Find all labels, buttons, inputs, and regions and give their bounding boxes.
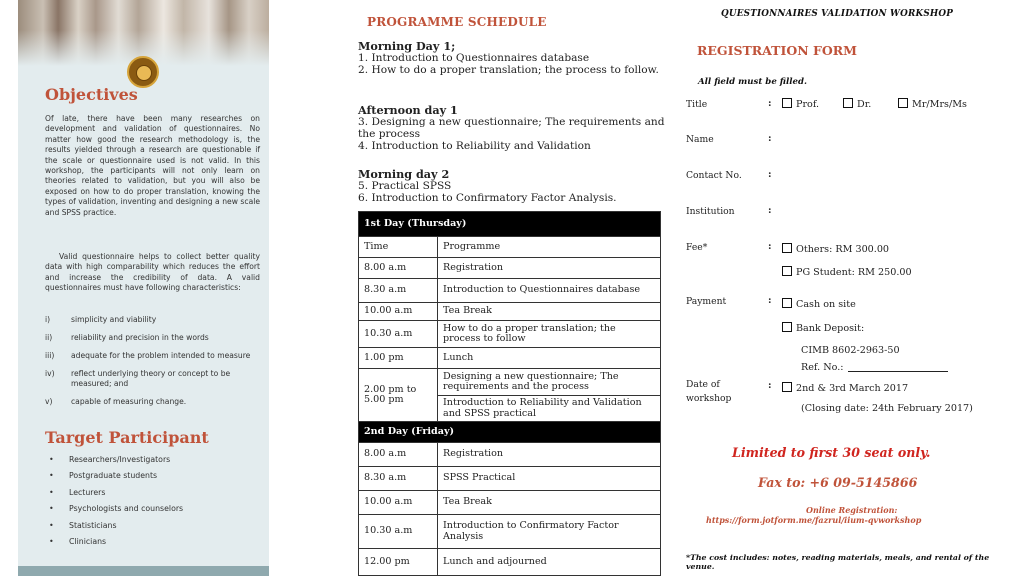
checkbox-icon[interactable] xyxy=(782,266,792,276)
list-text: Psychologists and counselors xyxy=(69,504,184,514)
bullet-icon: • xyxy=(49,520,54,530)
target-participant-heading: Target Participant xyxy=(45,428,209,447)
payment-option-bank[interactable] xyxy=(782,322,864,334)
programme-cell: Tea Break xyxy=(438,303,661,321)
bullet-icon: • xyxy=(49,455,54,464)
schedule-line: 1. Introduction to Questionnaires database xyxy=(358,52,590,64)
fee-option-pg-student[interactable] xyxy=(782,266,912,278)
time-cell: 8.30 a.m xyxy=(359,467,438,491)
institution-label: Institution xyxy=(686,206,735,217)
list-number: ii) xyxy=(45,333,53,342)
list-item xyxy=(45,397,265,407)
time-cell: 8.00 a.m xyxy=(359,443,438,467)
online-registration-label: Online Registration: xyxy=(806,505,898,515)
option-label: Cash on site xyxy=(796,299,856,310)
fee-option-others[interactable] xyxy=(782,243,889,255)
schedule-line: 2. How to do a proper translation; the process to follow. xyxy=(358,64,659,76)
schedule-block xyxy=(358,168,668,204)
schedule-line: 4. Introduction to Reliability and Validation xyxy=(358,140,591,152)
time-cell: 8.00 a.m xyxy=(359,258,438,279)
time-cell: 2.00 pm to 5.00 pm xyxy=(359,369,438,422)
fax-number: Fax to: +6 09-5145866 xyxy=(758,475,918,490)
list-item xyxy=(45,333,265,343)
schedule-block-heading: Morning day 2 xyxy=(358,167,450,181)
programme-cell: Tea Break xyxy=(438,491,661,515)
table-row xyxy=(359,303,661,321)
closing-date: (Closing date: 24th February 2017) xyxy=(801,403,973,414)
list-text: Statisticians xyxy=(69,520,117,530)
time-cell: 10.00 a.m xyxy=(359,303,438,321)
programme-schedule-heading: PROGRAMME SCHEDULE xyxy=(367,15,547,29)
schedule-block xyxy=(358,104,668,152)
date-label-line-1: Date of xyxy=(686,379,720,390)
bullet-icon: • xyxy=(49,471,54,481)
colon: : xyxy=(768,133,772,144)
cost-note: *The cost includes: notes, reading materials, meals, and rental of the venue. xyxy=(686,553,990,571)
programme-column-header: Programme xyxy=(438,237,661,258)
bullet-icon: • xyxy=(49,504,54,514)
table-row xyxy=(359,443,661,467)
option-label: Bank Deposit: xyxy=(796,323,865,334)
colon: : xyxy=(768,205,772,216)
bullet-icon: • xyxy=(49,536,54,546)
characteristics-list xyxy=(45,315,265,415)
date-label-line-2: workshop xyxy=(686,393,732,404)
time-cell: 10.30 a.m xyxy=(359,515,438,549)
list-text: adequate for the problem intended to measure xyxy=(71,351,251,360)
programme-cell: Lunch and adjourned xyxy=(438,549,661,576)
university-emblem-icon xyxy=(127,56,159,88)
list-text: capable of measuring change. xyxy=(71,397,187,406)
table-row xyxy=(359,348,661,369)
day-2-label: 2nd Day (Friday) xyxy=(359,422,661,443)
option-label: Dr. xyxy=(857,99,872,110)
day-header-row xyxy=(359,422,661,443)
table-row xyxy=(359,258,661,279)
bullet-icon: • xyxy=(49,487,54,497)
list-text: Researchers/Investigators xyxy=(69,455,171,464)
schedule-line: 6. Introduction to Confirmatory Factor Analysis. xyxy=(358,192,617,204)
list-text: reflect underlying theory or concept to be measured; and xyxy=(71,369,231,388)
contact-label: Contact No. xyxy=(686,170,742,181)
schedule-block-heading: Afternoon day 1 xyxy=(358,103,458,117)
table-row xyxy=(359,515,661,549)
colon: : xyxy=(768,380,772,391)
list-item xyxy=(45,455,265,471)
table-row xyxy=(359,279,661,303)
time-cell: 12.00 pm xyxy=(359,549,438,576)
title-option-dr[interactable] xyxy=(843,98,871,110)
list-item xyxy=(45,471,265,487)
colon: : xyxy=(768,241,772,252)
list-number: iv) xyxy=(45,369,55,378)
table-row xyxy=(359,491,661,515)
checkbox-icon[interactable] xyxy=(782,382,792,392)
ref-no-field[interactable] xyxy=(801,362,948,373)
ref-input-line[interactable] xyxy=(848,371,948,372)
list-item xyxy=(45,504,265,520)
table-row xyxy=(359,467,661,491)
list-text: simplicity and viability xyxy=(71,315,157,324)
timetable xyxy=(358,211,661,576)
name-label: Name xyxy=(686,134,714,145)
fee-label: Fee* xyxy=(686,242,708,253)
colon: : xyxy=(768,169,772,180)
title-label: Title xyxy=(686,99,708,110)
list-item xyxy=(45,537,265,553)
registration-panel xyxy=(686,0,1016,576)
payment-label: Payment xyxy=(686,296,727,307)
ref-label: Ref. No.: xyxy=(801,362,844,373)
objectives-paragraph-1: Of late, there have been many researches on development and validation of questionnaires. No matter how good the research methodology is, the results yielded through a research are questionable if the scale or questionnaire used is not valid. In this workshop, the participants will not only learn on theories related to validation, but you will also be exposed on how to do proper translation, knowing the types of validation, inventing and designing a new scale and SPSS practice. xyxy=(45,114,260,217)
day-1-label: 1st Day (Thursday) xyxy=(359,212,661,237)
limited-seats-note: Limited to first 30 seat only. xyxy=(732,445,931,460)
programme-cell: Introduction to Reliability and Validation and SPSS practical xyxy=(438,396,661,422)
time-cell: 8.30 a.m xyxy=(359,279,438,303)
programme-cell: Introduction to Questionnaires database xyxy=(438,279,661,303)
panel-bottom-bar xyxy=(18,566,269,576)
list-item xyxy=(45,351,265,361)
option-label: 2nd & 3rd March 2017 xyxy=(796,383,909,394)
programme-cell: SPSS Practical xyxy=(438,467,661,491)
objectives-paragraph-2: Valid questionnaire helps to collect better quality data with high comparability which reduces the effort and increase the credibility of data. A valid questionnaires must have following characteristics: xyxy=(45,252,260,293)
option-label: Prof. xyxy=(796,99,820,110)
list-text: Postgraduate students xyxy=(69,471,158,481)
colon: : xyxy=(768,295,772,306)
online-registration-link[interactable]: https://form.jotform.me/fazrul/iium-qvworkshop xyxy=(706,515,922,525)
objectives-panel xyxy=(18,0,269,576)
table-header-row xyxy=(359,237,661,258)
checkbox-icon[interactable] xyxy=(843,98,853,108)
schedule-block xyxy=(358,40,668,76)
schedule-line: 3. Designing a new questionnaire; The requirements and the process xyxy=(358,116,665,140)
day-header-row xyxy=(359,212,661,237)
payment-option-cash[interactable] xyxy=(782,298,856,310)
checkbox-icon[interactable] xyxy=(782,243,792,253)
schedule-line: 5. Practical SPSS xyxy=(358,180,452,192)
required-note: All field must be filled. xyxy=(698,77,808,87)
title-option-prof[interactable] xyxy=(782,98,819,110)
option-label: PG Student: RM 250.00 xyxy=(796,267,912,278)
list-text: reliability and precision in the words xyxy=(71,333,209,342)
table-row xyxy=(359,321,661,348)
list-number: i) xyxy=(45,315,51,324)
time-cell: 10.00 a.m xyxy=(359,491,438,515)
programme-cell: Lunch xyxy=(438,348,661,369)
time-cell: 1.00 pm xyxy=(359,348,438,369)
programme-cell: Registration xyxy=(438,443,661,467)
programme-cell: How to do a proper translation; the process to follow xyxy=(438,321,661,348)
date-option[interactable] xyxy=(782,382,908,394)
title-option-mr-mrs-ms[interactable] xyxy=(898,98,967,110)
list-number: iii) xyxy=(45,351,55,360)
checkbox-icon[interactable] xyxy=(898,98,908,108)
target-participant-list xyxy=(45,455,265,553)
programme-cell: Designing a new questionnaire; The requirements and the process xyxy=(438,369,661,396)
checkbox-icon[interactable] xyxy=(782,298,792,308)
schedule-block-heading: Morning Day 1; xyxy=(358,39,456,53)
list-item xyxy=(45,521,265,537)
programme-cell: Registration xyxy=(438,258,661,279)
registration-form-heading: REGISTRATION FORM xyxy=(697,43,857,58)
list-item xyxy=(45,369,265,389)
list-number: v) xyxy=(45,397,53,406)
colon: : xyxy=(768,98,772,109)
time-cell: 10.30 a.m xyxy=(359,321,438,348)
table-row xyxy=(359,369,661,396)
option-label: Mr/Mrs/Ms xyxy=(912,99,967,110)
list-text: Lecturers xyxy=(69,487,106,497)
programme-cell: Introduction to Confirmatory Factor Analysis xyxy=(438,515,661,549)
list-item xyxy=(45,488,265,504)
list-text: Clinicians xyxy=(69,536,107,546)
option-label: Others: RM 300.00 xyxy=(796,244,890,255)
schedule-panel xyxy=(346,0,676,576)
checkbox-icon[interactable] xyxy=(782,98,792,108)
objectives-heading: Objectives xyxy=(45,85,138,104)
checkbox-icon[interactable] xyxy=(782,322,792,332)
list-item xyxy=(45,315,265,325)
workshop-title: QUESTIONNAIRES VALIDATION WORKSHOP xyxy=(721,9,954,19)
table-row xyxy=(359,549,661,576)
time-column-header: Time xyxy=(359,237,438,258)
bank-account: CIMB 8602-2963-50 xyxy=(801,345,900,356)
